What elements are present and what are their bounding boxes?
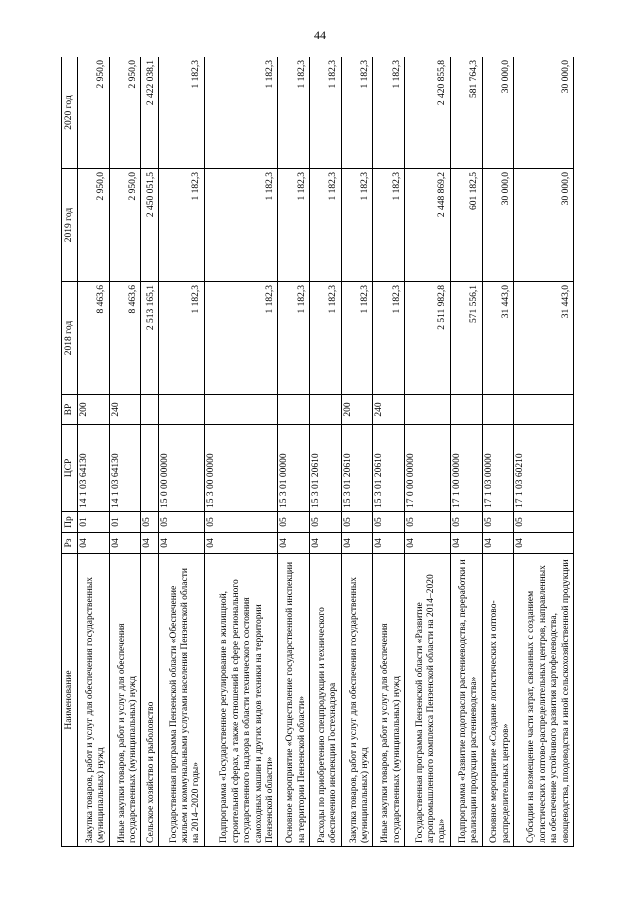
row-name: Расходы по приобретению спецпродукции и технического обеспечению инспекции Гостехнадзора <box>310 554 342 847</box>
row-rz: 04 <box>204 533 278 554</box>
row-name: Подпрограмма «Развитие подотрасли растениеводства, переработки и реализации продукции растениеводства» <box>450 554 482 847</box>
row-name: Субсидии на возмещение части затрат, связанных с созданием логистических и оптово-распределительных центров, направленных на обеспечение устойчивого развития картофелеводства, овощеводства, плодоводства и иной сельскохозяйственной продукции <box>514 554 574 847</box>
row-pr: 01 <box>78 512 110 533</box>
row-2018: 2 513 165,1 <box>141 282 159 395</box>
row-pr: 05 <box>141 512 159 533</box>
row-pr: 01 <box>109 512 141 533</box>
table-row <box>373 57 405 847</box>
row-2018: 31 443,0 <box>482 282 514 395</box>
row-2018: 1 182,3 <box>204 282 278 395</box>
row-csr: 14 1 03 64130 <box>109 425 141 512</box>
table-row <box>405 57 451 847</box>
row-pr: 05 <box>278 512 310 533</box>
budget-table-frame <box>61 57 574 847</box>
row-2018: 8 463,6 <box>109 282 141 395</box>
row-2020: 581 764,3 <box>450 57 482 169</box>
row-name: Закупка товаров, работ и услуг для обеспечения государственных (муниципальных) нужд <box>341 554 373 847</box>
row-2019: 1 182,3 <box>204 169 278 282</box>
row-name: Государственная программа Пензенской области «Обеспечение жильем и коммунальными услугами населения Пензенской области на 2014–2020 годы» <box>159 554 205 847</box>
row-csr <box>141 425 159 512</box>
row-2019: 1 182,3 <box>341 169 373 282</box>
row-rz: 04 <box>141 533 159 554</box>
row-2018: 571 556,1 <box>450 282 482 395</box>
row-vr: 240 <box>373 395 405 425</box>
row-pr: 05 <box>310 512 342 533</box>
row-2019: 30 000,0 <box>482 169 514 282</box>
row-2019: 2 950,0 <box>78 169 110 282</box>
row-vr <box>482 395 514 425</box>
row-csr: 14 1 03 64130 <box>78 425 110 512</box>
table-row <box>341 57 373 847</box>
table-row <box>450 57 482 847</box>
row-pr: 05 <box>514 512 574 533</box>
table-row <box>514 57 574 847</box>
row-name: Подпрограмма «Государственное регулирование в жилищной, строительной сферах, а также отношений в сфере регионального государственного надзора в области технического состояния самоходных машин и других видов техники на территории Пензенской области» <box>204 554 278 847</box>
row-rz: 04 <box>405 533 451 554</box>
row-2018: 1 182,3 <box>310 282 342 395</box>
row-2019: 1 182,3 <box>278 169 310 282</box>
row-2018: 2 511 982,8 <box>405 282 451 395</box>
row-2019: 1 182,3 <box>373 169 405 282</box>
row-2020: 1 182,3 <box>373 57 405 169</box>
row-2020: 30 000,0 <box>482 57 514 169</box>
table-header-row <box>62 57 78 847</box>
row-name: Иные закупки товаров, работ и услуг для обеспечения государственных (муниципальных) нужд <box>373 554 405 847</box>
table-row <box>109 57 141 847</box>
row-rz: 04 <box>341 533 373 554</box>
row-name: Сельское хозяйство и рыболовство <box>141 554 159 847</box>
row-rz: 04 <box>310 533 342 554</box>
row-vr <box>159 395 205 425</box>
row-2020: 2 950,0 <box>109 57 141 169</box>
row-2020: 1 182,3 <box>204 57 278 169</box>
row-vr <box>405 395 451 425</box>
header-pr: Пр <box>62 512 78 533</box>
row-2020: 1 182,3 <box>310 57 342 169</box>
row-name: Основное мероприятие «Осуществление государственной инспекции на территории Пензенской области» <box>278 554 310 847</box>
table-row <box>159 57 205 847</box>
row-vr <box>450 395 482 425</box>
header-name: Наименование <box>62 554 78 847</box>
table-row <box>310 57 342 847</box>
row-csr: 17 1 00 00000 <box>450 425 482 512</box>
row-pr: 05 <box>204 512 278 533</box>
row-pr: 05 <box>450 512 482 533</box>
row-vr: 240 <box>109 395 141 425</box>
row-rz: 04 <box>159 533 205 554</box>
header-rz: Рз <box>62 533 78 554</box>
row-pr: 05 <box>159 512 205 533</box>
row-2018: 1 182,3 <box>278 282 310 395</box>
row-name: Государственная программа Пензенской области «Развитие агропромышленного комплекса Пензенской области на 2014–2020 годы» <box>405 554 451 847</box>
row-csr: 15 3 01 20610 <box>341 425 373 512</box>
row-2020: 1 182,3 <box>341 57 373 169</box>
row-2019: 2 950,0 <box>109 169 141 282</box>
table-row <box>204 57 278 847</box>
row-2019: 2 448 869,2 <box>405 169 451 282</box>
row-2020: 2 950,0 <box>78 57 110 169</box>
row-2019: 601 182,5 <box>450 169 482 282</box>
row-2019: 1 182,3 <box>159 169 205 282</box>
header-vr: ВР <box>62 395 78 425</box>
row-vr: 200 <box>78 395 110 425</box>
row-csr: 15 3 01 00000 <box>278 425 310 512</box>
row-vr <box>310 395 342 425</box>
row-name: Закупка товаров, работ и услуг для обеспечения государственных (муниципальных) нужд <box>78 554 110 847</box>
row-csr: 17 0 00 00000 <box>405 425 451 512</box>
row-2019: 30 000,0 <box>514 169 574 282</box>
row-pr: 05 <box>341 512 373 533</box>
row-2020: 2 420 855,8 <box>405 57 451 169</box>
row-2018: 31 443,0 <box>514 282 574 395</box>
row-2018: 1 182,3 <box>373 282 405 395</box>
row-2018: 1 182,3 <box>159 282 205 395</box>
row-2018: 8 463,6 <box>78 282 110 395</box>
table-row <box>78 57 110 847</box>
page-number: 44 <box>314 28 326 42</box>
row-pr: 05 <box>373 512 405 533</box>
row-rz: 04 <box>373 533 405 554</box>
row-vr <box>204 395 278 425</box>
row-rz: 04 <box>109 533 141 554</box>
row-pr: 05 <box>482 512 514 533</box>
row-name: Основное мероприятие «Создание логистических и оптово-распределительных центров» <box>482 554 514 847</box>
row-vr <box>278 395 310 425</box>
header-2020: 2020 год <box>62 57 78 169</box>
row-2020: 30 000,0 <box>514 57 574 169</box>
row-csr: 17 1 03 00000 <box>482 425 514 512</box>
row-rz: 04 <box>482 533 514 554</box>
rotated-table-container <box>61 57 574 847</box>
row-rz: 04 <box>278 533 310 554</box>
row-csr: 17 1 03 60210 <box>514 425 574 512</box>
header-2019: 2019 год <box>62 169 78 282</box>
row-csr: 15 3 00 00000 <box>204 425 278 512</box>
row-2020: 2 422 038,1 <box>141 57 159 169</box>
table-row <box>278 57 310 847</box>
row-2020: 1 182,3 <box>159 57 205 169</box>
row-vr: 200 <box>341 395 373 425</box>
row-csr: 15 3 01 20610 <box>310 425 342 512</box>
row-name: Иные закупки товаров, работ и услуг для обеспечения государственных (муниципальных) нужд <box>109 554 141 847</box>
row-vr <box>141 395 159 425</box>
row-vr <box>514 395 574 425</box>
table-body <box>78 57 574 847</box>
row-pr: 05 <box>405 512 451 533</box>
row-2019: 2 450 051,5 <box>141 169 159 282</box>
table-row <box>141 57 159 847</box>
row-2020: 1 182,3 <box>278 57 310 169</box>
row-2019: 1 182,3 <box>310 169 342 282</box>
row-rz: 04 <box>78 533 110 554</box>
row-2018: 1 182,3 <box>341 282 373 395</box>
header-2018: 2018 год <box>62 282 78 395</box>
row-csr: 15 0 00 00000 <box>159 425 205 512</box>
row-rz: 04 <box>450 533 482 554</box>
row-rz: 04 <box>514 533 574 554</box>
budget-table <box>61 57 574 847</box>
header-csr: ЦСР <box>62 425 78 512</box>
table-row <box>482 57 514 847</box>
row-csr: 15 3 01 20610 <box>373 425 405 512</box>
